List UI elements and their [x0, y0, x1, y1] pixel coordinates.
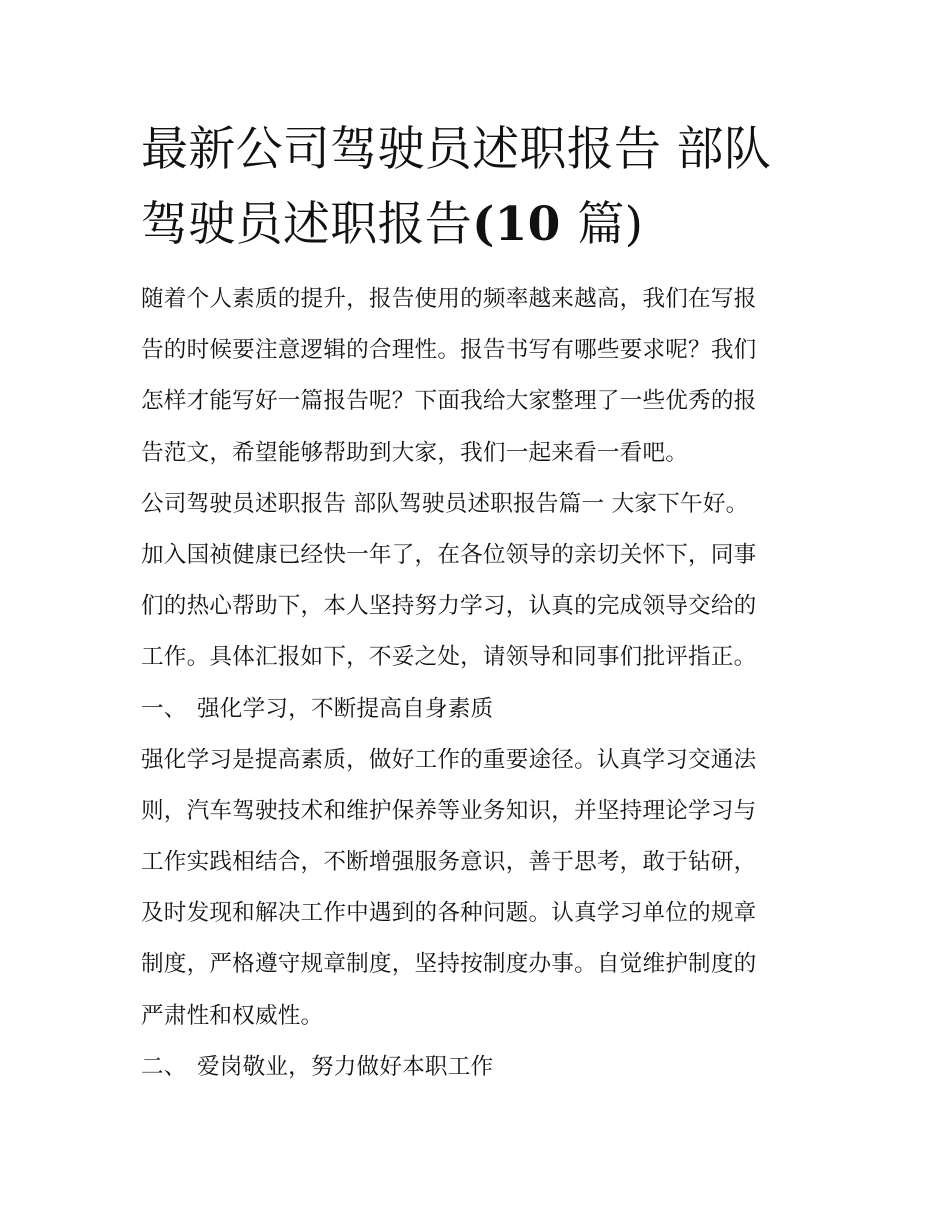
title-count: (10 [472, 197, 578, 252]
title-line-2 [141, 187, 813, 262]
title-line-2-suffix: 篇) [577, 197, 644, 252]
section-heading-text: 爱岗敬业，努力做好本职工作 [197, 1053, 494, 1080]
paragraph-line: 制度，严格遵守规章制度，坚持按制度办事。自觉维护制度的 [141, 951, 757, 978]
paragraph-line: 及时发现和解决工作中遇到的各种问题。认真学习单位的规章 [141, 900, 757, 927]
title-line-1: 最新公司驾驶员述职报告 部队 [141, 122, 772, 177]
paragraph-line: 怎样才能写好一篇报告呢？下面我给大家整理了一些优秀的报 [141, 388, 757, 415]
paragraph-line: 则，汽车驾驶技术和维护保养等业务知识，并坚持理论学习与 [141, 797, 757, 824]
paragraph-line: 严肃性和权威性。 [141, 1002, 324, 1029]
section-heading-text: 强化学习，不断提高自身素质 [197, 695, 494, 722]
section-number: 二、 [141, 1053, 187, 1080]
paragraph-line: 加入国祯健康已经快一年了，在各位领导的亲切关怀下，同事 [141, 541, 757, 568]
paragraph-line: 公司驾驶员述职报告 部队驾驶员述职报告篇一 大家下午好。 [141, 490, 749, 517]
section-heading-2 [141, 1042, 813, 1093]
paragraph-line: 随着个人素质的提升，报告使用的频率越来越高，我们在写报 [141, 286, 757, 312]
paragraph-line: 告范文，希望能够帮助到大家，我们一起来看一看吧。 [141, 439, 689, 466]
paragraph-line: 工作实践相结合，不断增强服务意识，善于思考，敢于钻研， [141, 849, 757, 876]
document-page [141, 112, 813, 1093]
paragraph-line: 工作。具体汇报如下，不妥之处，请领导和同事们批评指正。 [141, 644, 757, 671]
paragraph-line: 们的热心帮助下，本人坚持努力学习，认真的完成领导交给的 [141, 593, 757, 620]
section-number: 一、 [141, 695, 187, 722]
paragraph-line: 强化学习是提高素质，做好工作的重要途径。认真学习交通法 [141, 746, 757, 773]
paragraph-line: 告的时候要注意逻辑的合理性。报告书写有哪些要求呢？我们 [141, 337, 757, 364]
section-heading-1 [141, 684, 813, 735]
title-line-2-prefix: 驾驶员述职报告 [141, 197, 473, 252]
document-body [141, 274, 813, 1093]
document-title [141, 112, 813, 262]
